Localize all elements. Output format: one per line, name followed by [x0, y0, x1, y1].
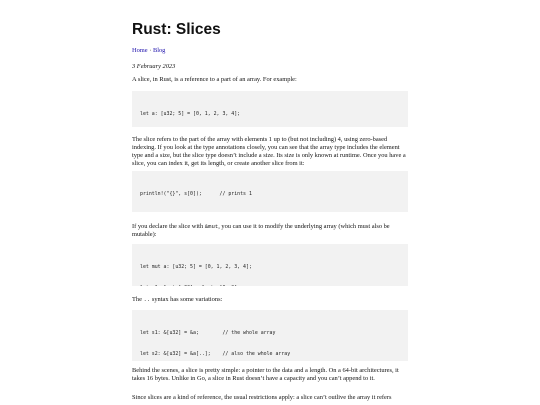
paragraph-mut-text-after: , you can use it to modify the underlying array (which must also be mutable): — [132, 223, 390, 238]
blog-link[interactable]: Blog — [152, 47, 166, 54]
paragraph-dots-text-after: syntax has some variations: — [150, 296, 223, 303]
paragraph-restrictions: Since slices are a kind of reference, the usual restrictions apply: a slice can’t outlive the array it refers — [132, 394, 392, 401]
paragraph-dots — [132, 296, 408, 304]
code-block-4 — [132, 310, 408, 361]
code-line: let a: [u32; 5] = [0, 1, 2, 3, 4]; — [140, 111, 241, 118]
post-date: 3 February 2023 — [132, 63, 176, 70]
breadcrumb — [132, 47, 165, 54]
paragraph-mut-text: If you declare the slice with — [132, 223, 204, 230]
inline-code-dots: .. — [143, 296, 151, 303]
nav-separator: · — [147, 47, 153, 54]
inline-code-mut: &mut — [204, 223, 219, 230]
paragraph-slice-explained: The slice refers to the part of the array with elements 1 up to (but not including) 4, using zero-based indexing. If you look at the type annotations closely, you can see that the array type includes the element type and a size, but the slice type doesn’t include a size. Its size is only known at runtime. Once you have a slice, you can index it, get its length, or create another slice from it: — [132, 136, 406, 167]
paragraph-behind-scenes: Behind the scenes, a slice is pretty simple: a pointer to the data and a length. On a 64-bit architectures, it takes 16 bytes. Unlike in Go, a slice in Rust doesn’t have a capacity and you can’t append to it. — [132, 367, 399, 382]
code-block-1 — [132, 91, 408, 127]
code-line: println!("{}", s[0]); // prints 1 — [140, 191, 252, 198]
paragraph-dots-text: The — [132, 296, 142, 303]
code-line: let s1: &[u32] = &a; // the whole array — [140, 330, 276, 337]
code-block-3 — [132, 244, 408, 286]
code-line: let s2: &[u32] = &a[..]; // also the whole array — [140, 351, 291, 358]
code-line: let mut a: [u32; 5] = [0, 1, 2, 3, 4]; — [140, 264, 252, 271]
home-link[interactable]: Home — [132, 47, 148, 54]
code-line — [140, 285, 400, 286]
paragraph-intro: A slice, in Rust, is a reference to a part of an array. For example: — [132, 76, 297, 83]
page-title: Rust: Slices — [132, 21, 221, 38]
paragraph-mut — [132, 223, 408, 239]
code-block-2 — [132, 171, 408, 212]
